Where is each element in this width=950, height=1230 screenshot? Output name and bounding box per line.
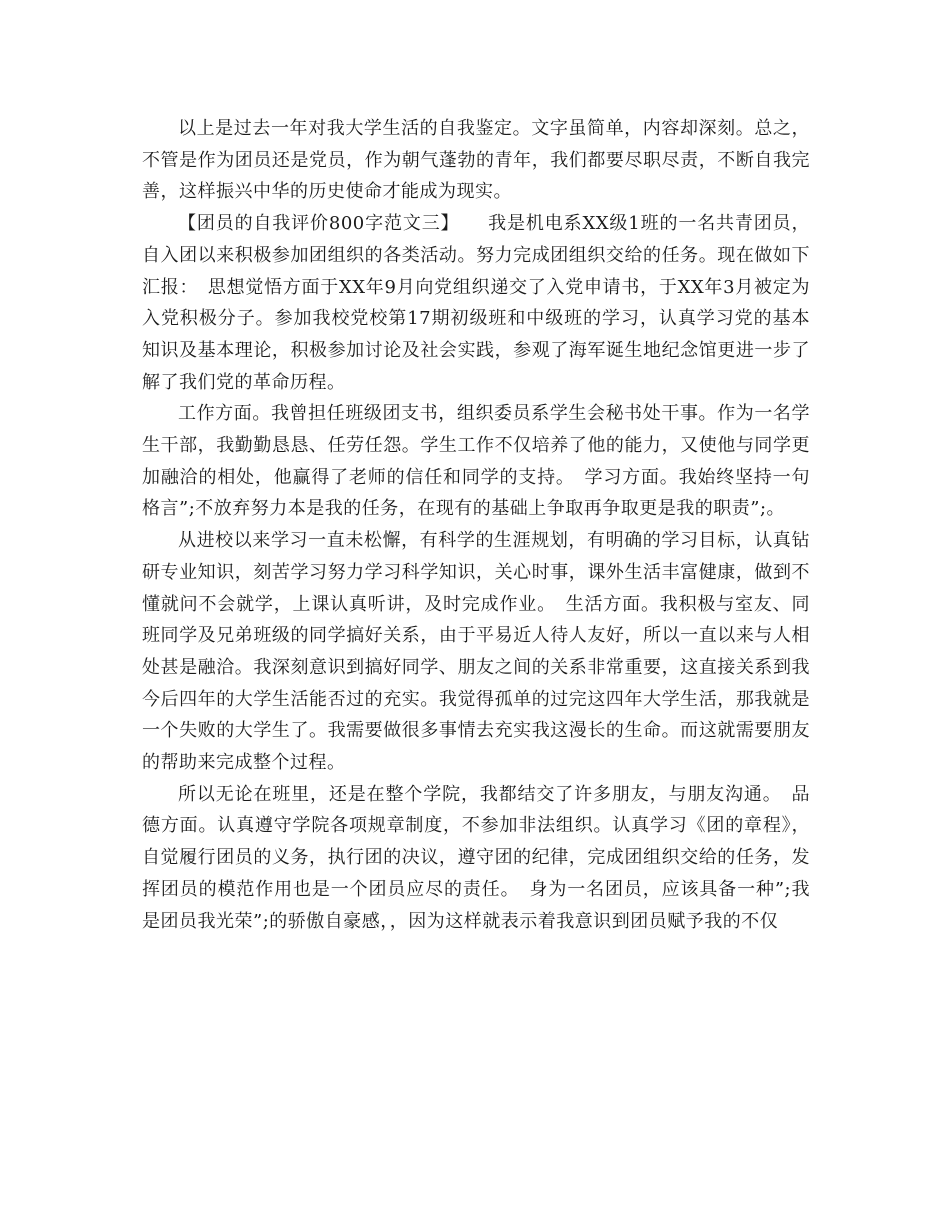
paragraph-2: 【团员的自我评价800字范文三】 我是机电系XX级1班的一名共青团员，自入团以来积极参加团组织的各类活动。努力完成团组织交给的任务。现在做如下汇报： 思想觉悟方面于XX年9月向党组织递交了入党申请书，于XX年3月被定为入党积极分子。参加我校党校第17期初级班和中级班的学习，认真学习党的基本知识及基本理论，积极参加讨论及社会实践，参观了海军诞生地纪念馆更进一步了解了我们党的革命历程。 [142, 213, 810, 393]
paragraph-1: 以上是过去一年对我大学生活的自我鉴定。文字虽简单，内容却深刻。总之，不管是作为团员还是党员，作为朝气蓬勃的青年，我们都要尽职尽责，不断自我完善，这样振兴中华的历史使命才能成为现实。 [142, 118, 810, 203]
paragraph-4: 从进校以来学习一直未松懈，有科学的生涯规划，有明确的学习目标，认真钻研专业知识，刻苦学习努力学习科学知识，关心时事，课外生活丰富健康，做到不懂就问不会就学，上课认真听讲，及时完成作业。 生活方面。我积极与室友、同班同学及兄弟班级的同学搞好关系，由于平易近人待人友好，所以一直以来与人相处甚是融洽。我深刻意识到搞好同学、朋友之间的关系非常重要，这直接关系到我今后四年的大学生活能否过的充实。我觉得孤单的过完这四年大学生活，那我就是一个失败的大学生了。我需要做很多事情去充实我这漫长的生命。而这就需要朋友的帮助来完成整个过程。 [142, 530, 810, 774]
paragraph-3: 工作方面。我曾担任班级团支书，组织委员系学生会秘书处干事。作为一名学生干部，我勤勤恳恳、任劳任怨。学生工作不仅培养了他的能力，又使他与同学更加融洽的相处，他赢得了老师的信任和同学的支持。 学习方面。我始终坚持一句格言”;不放弃努力本是我的任务，在现有的基础上争取再争取更是我的职责”;。 [142, 403, 810, 520]
paragraph-5: 所以无论在班里，还是在整个学院，我都结交了许多朋友，与朋友沟通。 品德方面。认真遵守学院各项规章制度，不参加非法组织。认真学习《团的章程》，自觉履行团员的义务，执行团的决议，遵守团的纪律，完成团组织交给的任务，发挥团员的模范作用也是一个团员应尽的责任。 身为一名团员，应该具备一种”;我是团员我光荣”;的骄傲自豪感，，因为这样就表示着我意识到团员赋予我的不仅 [142, 783, 810, 932]
document-page [142, 113, 810, 937]
